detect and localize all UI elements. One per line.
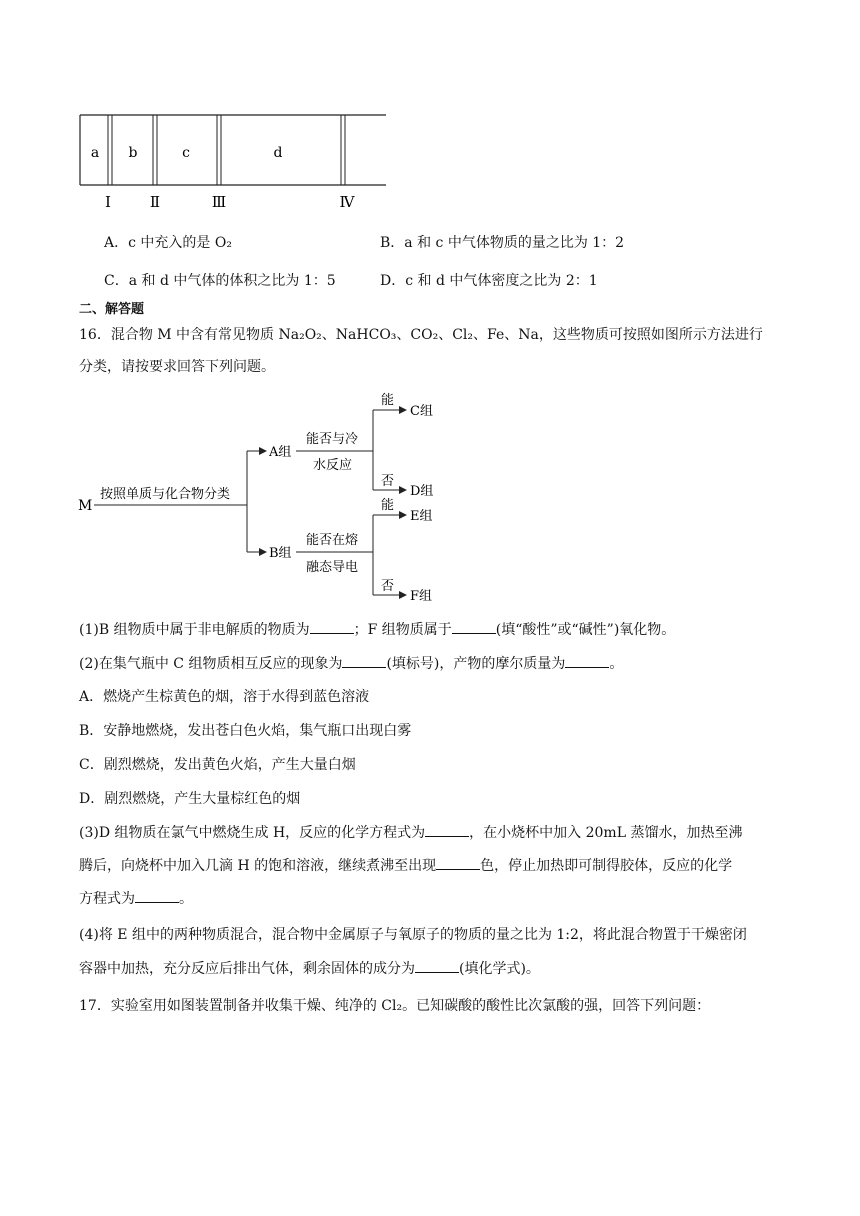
q16-part1 bbox=[79, 619, 675, 640]
q16-part4-line1: (4)将 E 组中的两种物质混合，混合物中金属原子与氧原子的物质的量之比为 1:2，将此混合物置于干燥密闭 bbox=[79, 927, 747, 943]
q15-option-d: D．c 和 d 中气体密度之比为 2：1 bbox=[380, 273, 598, 289]
tree-question-a-line1: 能否与冷 bbox=[306, 432, 359, 447]
chamber-label-b: b bbox=[128, 145, 138, 161]
q16-part2-option-d: D．剧烈燃烧，产生大量棕红色的烟 bbox=[79, 791, 301, 807]
q16-part2-text-c: 。 bbox=[609, 656, 624, 672]
answer-blank[interactable] bbox=[436, 855, 480, 870]
q16-part1-text-c: (填“酸性”或“碱性”)氧化物。 bbox=[495, 622, 676, 638]
partition-label-1: Ⅰ bbox=[105, 193, 111, 211]
section-title: 二、解答题 bbox=[79, 302, 145, 317]
q16-part3-text-f: 。 bbox=[179, 891, 193, 907]
q16-part2-option-c: C．剧烈燃烧，发出黄色火焰，产生大量白烟 bbox=[79, 757, 356, 773]
tree-yes-b: 能 bbox=[381, 498, 395, 513]
q16-intro-line2: 分类，请按要求回答下列问题。 bbox=[79, 359, 275, 375]
q16-part3-text-c: 腾后，向烧杯中加入几滴 H 的饱和溶液，继续煮沸至出现 bbox=[79, 858, 437, 874]
tree-yes-a: 能 bbox=[381, 393, 395, 408]
q16-part4-line2 bbox=[79, 958, 540, 979]
q16-part3-line3 bbox=[79, 888, 193, 909]
tree-group-f: F组 bbox=[410, 589, 433, 604]
partition-label-4: Ⅳ bbox=[339, 193, 355, 211]
tree-group-d: D组 bbox=[410, 484, 434, 499]
answer-blank[interactable] bbox=[452, 619, 496, 634]
tree-group-b: B组 bbox=[269, 546, 292, 561]
q16-intro-line1: 16．混合物 M 中含有常见物质 Na₂O₂、NaHCO₃、CO₂、Cl₂、Fe、Na，这些物质可按照如图所示方法进行 bbox=[79, 327, 763, 343]
q16-part3-line2 bbox=[79, 855, 732, 876]
tree-classify-label: 按照单质与化合物分类 bbox=[100, 487, 231, 502]
tree-group-a: A组 bbox=[269, 445, 292, 460]
tree-no-a: 否 bbox=[381, 474, 395, 489]
answer-blank[interactable] bbox=[342, 653, 386, 668]
q16-part2-option-a: A．燃烧产生棕黄色的烟，溶于水得到蓝色溶液 bbox=[79, 689, 370, 705]
chamber-label-a: a bbox=[90, 145, 100, 161]
answer-blank[interactable] bbox=[310, 619, 354, 634]
tree-no-b: 否 bbox=[381, 579, 395, 594]
q16-part3-text-b: ，在小烧杯中加入 20mL 蒸馏水，加热至沸 bbox=[469, 825, 743, 841]
tree-question-b-line2: 融态导电 bbox=[306, 560, 359, 575]
tree-group-e: E组 bbox=[410, 509, 433, 524]
q16-part2 bbox=[79, 653, 623, 674]
q17-text: 17．实验室用如图装置制备并收集干燥、纯净的 Cl₂。已知碳酸的酸性比次氯酸的强，回答下列问题： bbox=[79, 998, 711, 1014]
q16-part3-line1 bbox=[79, 822, 742, 843]
gas-tube-diagram bbox=[70, 105, 400, 215]
chamber-label-d: d bbox=[273, 145, 283, 161]
q16-part3-text-a: (3)D 组物质在氯气中燃烧生成 H，反应的化学方程式为 bbox=[79, 825, 426, 841]
answer-blank[interactable] bbox=[425, 822, 469, 837]
q16-part3-text-e: 方程式为 bbox=[79, 891, 135, 907]
answer-blank[interactable] bbox=[415, 958, 459, 973]
classification-tree bbox=[70, 388, 470, 610]
q16-part4-text-a: 容器中加热，充分反应后排出气体，剩余固体的成分为 bbox=[79, 961, 415, 977]
q16-part3-text-d: 色，停止加热即可制得胶体，反应的化学 bbox=[480, 858, 733, 874]
q16-part1-text-a: (1)B 组物质中属于非电解质的物质为 bbox=[79, 622, 310, 638]
tree-root-m: M bbox=[78, 498, 93, 514]
tree-question-b-line1: 能否在熔 bbox=[306, 533, 359, 548]
answer-blank[interactable] bbox=[565, 653, 609, 668]
q16-part2-text-b: (填标号)，产物的摩尔质量为 bbox=[386, 656, 566, 672]
partition-label-3: Ⅲ bbox=[211, 193, 227, 211]
q16-part2-option-b: B．安静地燃烧，发出苍白色火焰，集气瓶口出现白雾 bbox=[79, 723, 412, 739]
q16-part4-text-b: (填化学式)。 bbox=[459, 961, 540, 977]
q16-part1-text-b: ；F 组物质属于 bbox=[353, 622, 452, 638]
tree-question-a-line2: 水反应 bbox=[313, 458, 353, 473]
q15-option-c: C．a 和 d 中气体的体积之比为 1：5 bbox=[104, 273, 336, 289]
q15-option-a: A．c 中充入的是 O₂ bbox=[104, 235, 232, 251]
partition-label-2: Ⅱ bbox=[149, 193, 161, 211]
q15-option-b: B．a 和 c 中气体物质的量之比为 1：2 bbox=[380, 235, 625, 251]
q16-part2-text-a: (2)在集气瓶中 C 组物质相互反应的现象为 bbox=[79, 656, 343, 672]
tree-group-c: C组 bbox=[410, 404, 433, 419]
chamber-label-c: c bbox=[182, 145, 190, 161]
answer-blank[interactable] bbox=[135, 888, 179, 903]
